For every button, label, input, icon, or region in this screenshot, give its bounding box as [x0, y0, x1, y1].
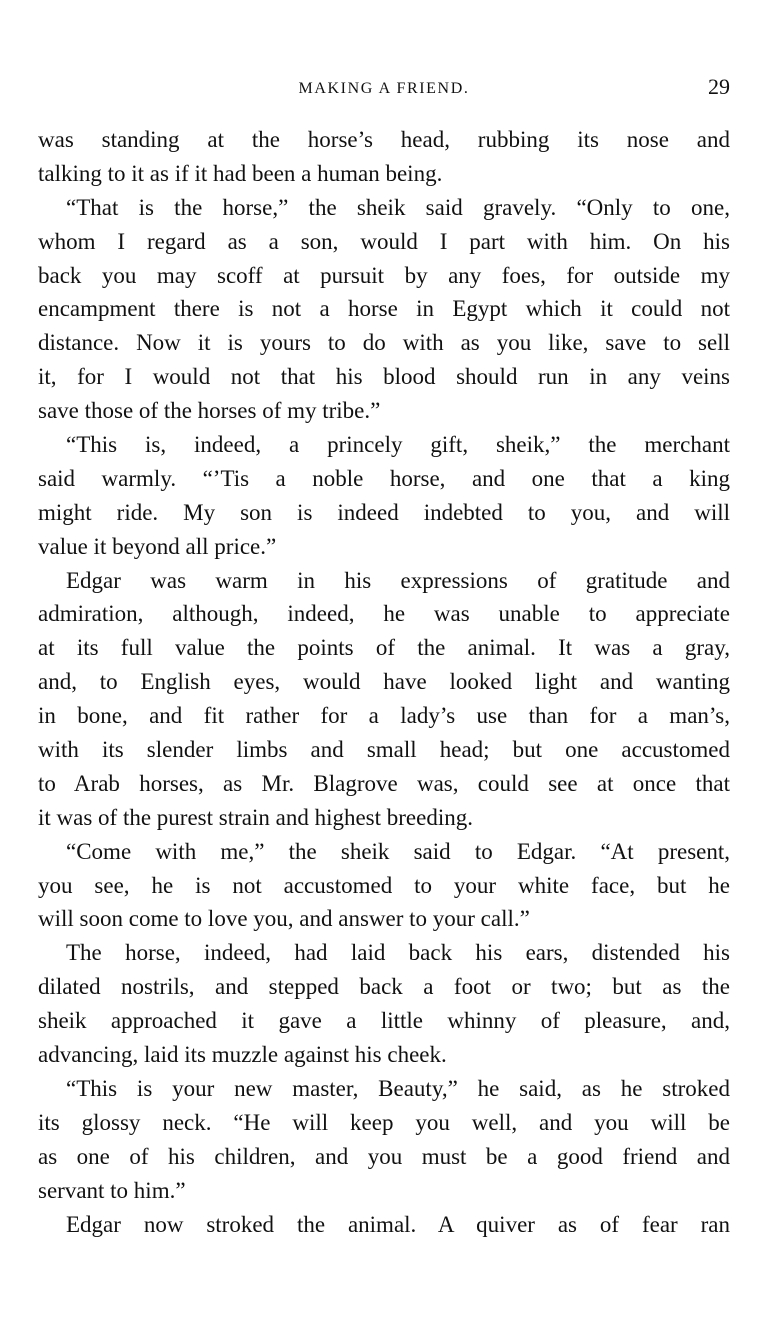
text-line: distance. Now it is yours to do with as you like, save to sell: [38, 330, 730, 356]
text-line: Edgar was warm in his expressions of gratitude and: [66, 567, 730, 593]
text-line: “This is, indeed, a princely gift, sheik,” the merchant: [66, 432, 730, 458]
paragraph: [38, 191, 730, 428]
text-line: sheik approached it gave a little whinny of pleasure, and,: [38, 1008, 730, 1034]
paragraph: [38, 428, 730, 564]
body-text: [38, 123, 730, 1241]
text-line: dilated nostrils, and stepped back a foot or two; but as the: [38, 974, 730, 1000]
text-line: advancing, laid its muzzle against his cheek.: [38, 1042, 447, 1068]
book-page: [38, 0, 730, 1344]
paragraph: [38, 1208, 730, 1242]
paragraph: [38, 1072, 730, 1208]
chapter-title: MAKING A FRIEND.: [298, 80, 470, 97]
text-line: might ride. My son is indeed indebted to you, and will: [38, 499, 730, 525]
text-line: back you may scoff at pursuit by any foes, for outside my: [38, 262, 730, 288]
text-line: talking to it as if it had been a human being.: [38, 160, 443, 186]
text-line: The horse, indeed, had laid back his ears, distended his: [66, 940, 730, 966]
text-line: and, to English eyes, would have looked light and wanting: [38, 669, 730, 695]
text-line: to Arab horses, as Mr. Blagrove was, could see at once that: [38, 770, 730, 796]
text-line: “That is the horse,” the sheik said gravely. “Only to one,: [66, 194, 730, 220]
text-line: in bone, and fit rather for a lady’s use than for a man’s,: [38, 703, 730, 729]
text-line: with its slender limbs and small head; but one accustomed: [38, 737, 730, 763]
text-line: save those of the horses of my tribe.”: [38, 398, 381, 424]
text-line: was standing at the horse’s head, rubbing its nose and: [38, 127, 730, 152]
paragraph: [38, 564, 730, 835]
text-line: admiration, although, indeed, he was unable to appreciate: [38, 601, 730, 627]
text-line: servant to him.”: [38, 1177, 186, 1203]
text-line: will soon come to love you, and answer to your call.”: [38, 906, 530, 932]
text-line: its glossy neck. “He will keep you well, and you will be: [38, 1109, 730, 1135]
running-head: [38, 74, 730, 104]
text-line: encampment there is not a horse in Egypt which it could not: [38, 296, 730, 322]
text-line: whom I regard as a son, would I part with him. On his: [38, 228, 730, 254]
text-line: you see, he is not accustomed to your white face, but he: [38, 872, 730, 898]
text-line: value it beyond all price.”: [38, 533, 277, 559]
text-line: said warmly. “’Tis a noble horse, and one that a king: [38, 465, 730, 491]
text-line: at its full value the points of the animal. It was a gray,: [38, 635, 730, 661]
paragraph: [38, 936, 730, 1072]
page-number: 29: [708, 74, 730, 99]
text-line: Edgar now stroked the animal. A quiver as of fear ran: [66, 1211, 730, 1237]
text-line: “Come with me,” the sheik said to Edgar. “At present,: [66, 838, 730, 864]
text-line: it was of the purest strain and highest breeding.: [38, 804, 473, 830]
paragraph: [38, 835, 730, 937]
text-line: it, for I would not that his blood should run in any veins: [38, 364, 730, 390]
paragraph: [38, 123, 730, 191]
text-line: as one of his children, and you must be a good friend and: [38, 1143, 730, 1169]
text-line: “This is your new master, Beauty,” he said, as he stroked: [66, 1075, 730, 1101]
